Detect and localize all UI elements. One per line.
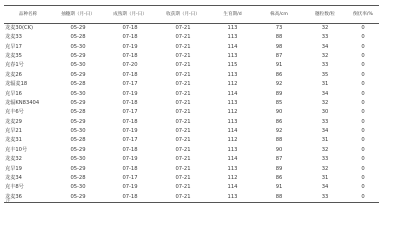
table-cell: 113 <box>227 34 238 41</box>
table-cell: 05-28 <box>70 109 86 116</box>
table-cell: 05-29 <box>52 193 104 203</box>
table-header-row <box>4 6 379 24</box>
table-row <box>4 127 379 136</box>
table-cell: 90 <box>275 146 283 153</box>
table-row <box>4 24 379 34</box>
cell-variety: 龙麦36 <box>4 193 52 203</box>
table-cell: 07-19 <box>122 128 138 135</box>
table-cell: 07-21 <box>175 137 191 144</box>
table-cell: 07-21 <box>175 175 191 182</box>
table-cell: 115 <box>227 62 238 69</box>
table-cell: 112 <box>227 109 238 116</box>
table-cell: 07-17 <box>122 81 138 88</box>
table-row <box>4 164 379 173</box>
table-cell: 0 <box>361 146 365 153</box>
table-cell: 07-21 <box>175 128 191 135</box>
table-cell: 05-28 <box>70 34 86 41</box>
table-cell: 07-18 <box>122 52 138 59</box>
table-cell: 114 <box>227 156 238 163</box>
table-row <box>4 146 379 155</box>
table-cell: 0 <box>361 43 365 50</box>
table-cell: 05-30 <box>70 43 86 50</box>
header-variety: 品种名称 <box>4 6 52 24</box>
table-cell: 113 <box>210 193 255 203</box>
table-row <box>4 42 379 51</box>
table-cell: 07-21 <box>175 109 191 116</box>
table-cell: 07-17 <box>122 109 138 116</box>
table-cell: 05-28 <box>70 81 86 88</box>
table-cell: 113 <box>227 99 238 106</box>
table-cell: 92 <box>275 81 283 88</box>
table-cell: 92 <box>275 128 283 135</box>
header-harvest-date: 收获期（月-日） <box>156 6 210 24</box>
table-cell: 07-21 <box>175 99 191 106</box>
table-cell: 07-18 <box>122 99 138 106</box>
table-cell: 87 <box>275 52 283 59</box>
cell-variety: 龙麦35 <box>5 52 22 59</box>
table-cell: 0 <box>361 81 365 88</box>
table-cell: 91 <box>275 184 283 191</box>
table-row <box>4 136 379 145</box>
table-row <box>4 80 379 89</box>
table-cell: 07-19 <box>122 184 138 191</box>
table-cell: 07-21 <box>175 90 191 97</box>
table-row <box>4 174 379 183</box>
table-cell: 0 <box>361 25 365 31</box>
table-row <box>4 89 379 98</box>
table-row <box>4 99 379 108</box>
table-cell: 07-21 <box>175 52 191 59</box>
table-cell: 85 <box>275 99 283 106</box>
table-cell: 89 <box>275 165 283 172</box>
table-cell: 114 <box>227 184 238 191</box>
table-cell: 07-21 <box>175 62 191 69</box>
table-cell: 31 <box>321 137 329 144</box>
table-cell: 07-21 <box>175 146 191 153</box>
table-cell: 07-19 <box>122 156 138 163</box>
cell-variety: 克丰10号 <box>5 146 28 153</box>
table-cell: 31 <box>321 175 329 182</box>
table-cell: 0 <box>361 175 365 182</box>
table-cell: 05-29 <box>70 25 86 31</box>
table-cell: 32 <box>321 99 329 106</box>
cell-variety: 克春1号 <box>5 62 24 69</box>
table-cell: 0 <box>361 165 365 172</box>
table-cell: 07-18 <box>122 118 138 125</box>
table-cell: 114 <box>227 90 238 97</box>
table-cell: 0 <box>361 118 365 125</box>
table-cell: 07-20 <box>122 62 138 69</box>
table-cell: 07-19 <box>122 90 138 97</box>
table-cell: 34 <box>321 90 329 97</box>
cell-variety: 克旱21 <box>5 128 22 135</box>
cell-variety: 克旱17 <box>5 43 22 50</box>
table-cell: 87 <box>275 156 283 163</box>
table-cell: 05-29 <box>70 165 86 172</box>
table-cell: 0 <box>347 193 379 203</box>
table-cell: 112 <box>227 175 238 182</box>
table-cell: 05-29 <box>70 118 86 125</box>
table-cell: 07-21 <box>175 71 191 78</box>
table-cell: 91 <box>275 62 283 69</box>
table-row <box>4 71 379 80</box>
table-cell: 0 <box>361 90 365 97</box>
header-maturity-date: 成熟期（月-日） <box>104 6 156 24</box>
table-cell: 33 <box>321 156 329 163</box>
data-table <box>4 5 379 203</box>
table-cell: 07-18 <box>122 71 138 78</box>
table-cell: 0 <box>361 71 365 78</box>
table-cell: 0 <box>361 62 365 69</box>
table-cell: 90 <box>275 109 283 116</box>
table-cell: 05-30 <box>70 156 86 163</box>
table-cell: 07-18 <box>104 193 156 203</box>
cell-variety: 克旱19 <box>5 165 22 172</box>
header-lodging-rate: 倒伏率/% <box>347 6 379 24</box>
table-cell: 86 <box>275 118 283 125</box>
cell-variety: 克丰8号 <box>5 184 24 191</box>
table-cell: 86 <box>275 175 283 182</box>
table-cell: 113 <box>227 71 238 78</box>
cell-variety: 龙麦31 <box>5 137 22 144</box>
table-cell: 113 <box>227 25 238 31</box>
table-cell: 0 <box>361 34 365 41</box>
table-row <box>4 118 379 127</box>
table-row <box>4 52 379 61</box>
table-cell: 07-21 <box>175 165 191 172</box>
table-cell: 05-30 <box>70 128 86 135</box>
table-cell: 05-29 <box>70 146 86 153</box>
table-cell: 0 <box>361 156 365 163</box>
cell-variety: 龙辐KN83404 <box>5 99 40 106</box>
table-row <box>4 61 379 70</box>
table-row <box>4 183 379 192</box>
table-row <box>4 193 379 203</box>
table-cell: 05-30 <box>70 184 86 191</box>
table-cell: 89 <box>275 90 283 97</box>
table-cell: 88 <box>275 137 283 144</box>
table-cell: 07-19 <box>122 43 138 50</box>
table-cell: 07-21 <box>175 25 191 31</box>
cell-variety: 克旱16 <box>5 90 22 97</box>
table-cell: 32 <box>321 146 329 153</box>
table-cell: 07-21 <box>175 156 191 163</box>
table-cell: 113 <box>227 52 238 59</box>
table-cell: 35 <box>321 71 329 78</box>
table-cell: 07-21 <box>175 81 191 88</box>
table-cell: 113 <box>227 146 238 153</box>
table-cell: 07-18 <box>122 25 138 31</box>
cell-variety: 克丰6号 <box>5 109 24 116</box>
table-cell: 0 <box>361 52 365 59</box>
table-cell: 113 <box>227 118 238 125</box>
cell-variety: 龙麦32 <box>5 156 22 163</box>
cell-variety: 龙麦26 <box>5 71 22 78</box>
table-cell: 05-28 <box>70 175 86 182</box>
table-cell: 07-17 <box>122 175 138 182</box>
table-cell: 05-29 <box>70 71 86 78</box>
table-cell: 07-21 <box>175 184 191 191</box>
table-cell: 88 <box>255 193 303 203</box>
table-row <box>4 155 379 164</box>
table-cell: 33 <box>321 62 329 69</box>
table-cell: 32 <box>321 52 329 59</box>
table-cell: 07-17 <box>122 137 138 144</box>
table-cell: 113 <box>227 165 238 172</box>
header-heading-date: 抽穗期（月-日） <box>52 6 104 24</box>
table-cell: 05-29 <box>70 99 86 106</box>
table-cell: 32 <box>321 165 329 172</box>
table-cell: 05-30 <box>70 90 86 97</box>
table-cell: 07-18 <box>122 146 138 153</box>
table-cell: 34 <box>321 128 329 135</box>
table-cell: 86 <box>275 71 283 78</box>
table-cell: 0 <box>361 99 365 106</box>
table-cell: 98 <box>275 43 283 50</box>
cell-variety: 龙麦29 <box>5 118 22 125</box>
table-cell: 32 <box>321 25 329 31</box>
table-cell: 0 <box>361 184 365 191</box>
table-cell: 112 <box>227 81 238 88</box>
table-cell: 112 <box>227 137 238 144</box>
table-cell: 33 <box>321 118 329 125</box>
table-cell: 30 <box>321 109 329 116</box>
table-cell: 07-18 <box>122 165 138 172</box>
table-cell: 05-30 <box>70 62 86 69</box>
cell-variety: 龙辐麦18 <box>5 81 28 88</box>
table-cell: 07-21 <box>175 34 191 41</box>
table-cell: 34 <box>321 43 329 50</box>
table-cell: 33 <box>303 193 347 203</box>
cell-variety: 龙麦33 <box>5 34 22 41</box>
table-cell: 33 <box>321 34 329 41</box>
table-row <box>4 33 379 42</box>
table-cell: 07-21 <box>156 193 210 203</box>
table-footnote: 注 <box>6 199 11 204</box>
table-cell: 0 <box>361 109 365 116</box>
table-cell: 07-21 <box>175 43 191 50</box>
cell-variety: 龙麦34 <box>5 175 22 182</box>
table-cell: 0 <box>361 137 365 144</box>
table-cell: 07-21 <box>175 118 191 125</box>
header-growth-period: 生育期/d <box>210 6 255 24</box>
table-cell: 114 <box>227 128 238 135</box>
table-cell: 88 <box>275 34 283 41</box>
table-row <box>4 108 379 117</box>
header-grains-per-spike: 穗粒数/粒 <box>303 6 347 24</box>
header-plant-height: 株高/cm <box>255 6 303 24</box>
table-cell: 07-18 <box>122 34 138 41</box>
table-cell: 05-28 <box>70 137 86 144</box>
cell-variety: 龙麦30(CK) <box>5 25 34 31</box>
table-cell: 31 <box>321 81 329 88</box>
table-cell: 0 <box>361 128 365 135</box>
table-cell: 73 <box>275 25 283 31</box>
table-cell: 05-29 <box>70 52 86 59</box>
table-body <box>4 24 379 203</box>
table-cell: 34 <box>321 184 329 191</box>
table-cell: 114 <box>227 43 238 50</box>
